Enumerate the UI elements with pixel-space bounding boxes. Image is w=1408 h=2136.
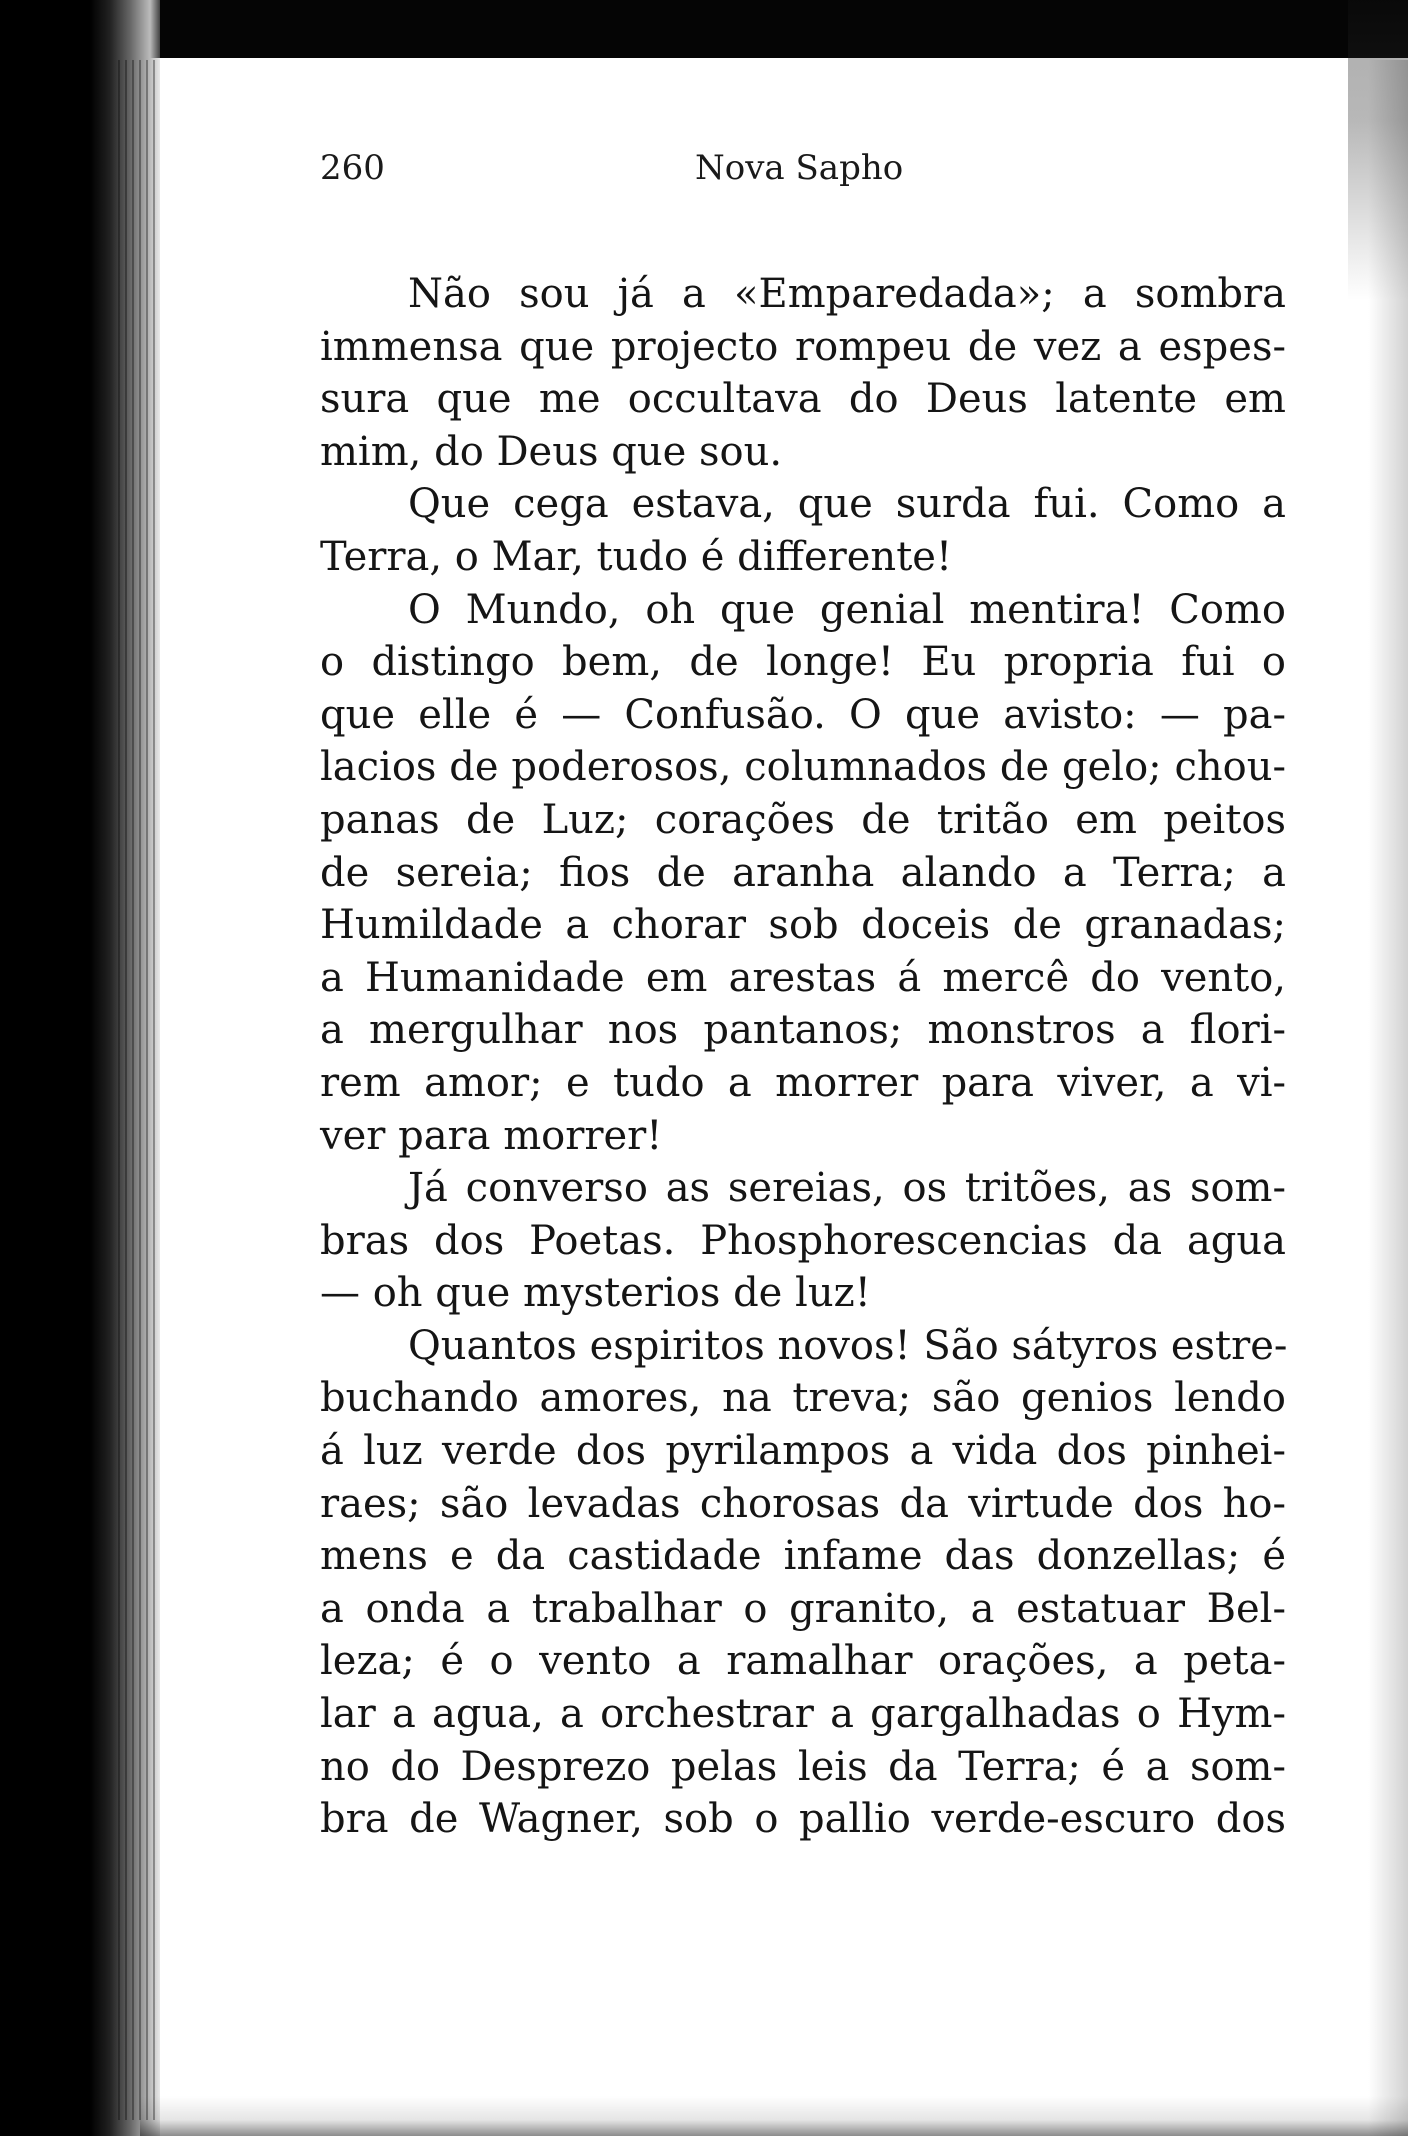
page-number: 260 <box>320 148 385 188</box>
text-line: Quantos espiritos novos! São sátyros estre- <box>408 1322 1288 1369</box>
text-line: O Mundo, oh que genial mentira! Como <box>408 586 1286 633</box>
text-line: a Humanidade em arestas á mercê do vento, <box>320 954 1286 1001</box>
text-line: á luz verde dos pyrilampos a vida dos pinhei- <box>320 1428 1286 1475</box>
paragraph <box>320 1162 1286 1320</box>
text-line: bra de Wagner, sob o pallio verde-escuro dos <box>320 1796 1286 1843</box>
text-line: raes; são levadas chorosas da virtude dos ho- <box>320 1480 1286 1527</box>
page-edge-lines <box>118 60 158 2120</box>
text-line: ver para morrer! <box>320 1112 663 1159</box>
text-line: Que cega estava, que surda fui. Como a <box>408 481 1286 528</box>
text-line: Humildade a chorar sob doceis de granadas; <box>320 902 1286 949</box>
text-line: lar a agua, a orchestrar a gargalhadas o Hym- <box>320 1691 1286 1738</box>
text-line: o distingo bem, de longe! Eu propria fui o <box>320 639 1286 686</box>
text-line: immensa que projecto rompeu de vez a espes- <box>320 323 1286 370</box>
text-line: a mergulhar nos pantanos; monstros a flori- <box>320 1007 1286 1054</box>
text-line: buchando amores, na treva; são genios lendo <box>320 1375 1286 1422</box>
body-text <box>320 268 1286 1846</box>
text-line: — oh que mysterios de luz! <box>320 1270 871 1317</box>
text-line: mens e da castidade infame das donzellas; é <box>320 1533 1286 1580</box>
text-line: lacios de poderosos, columnados de gelo; chou- <box>320 744 1286 791</box>
text-line: mim, do Deus que sou. <box>320 428 783 475</box>
text-line: Já converso as sereias, os tritões, as som- <box>408 1165 1286 1212</box>
text-line: panas de Luz; corações de tritão em peitos <box>320 796 1286 843</box>
text-line: no do Desprezo pelas leis da Terra; é a som- <box>320 1743 1286 1790</box>
text-line: leza; é o vento a ramalhar orações, a peta- <box>320 1638 1286 1685</box>
text-line: rem amor; e tudo a morrer para viver, a vi- <box>320 1059 1286 1106</box>
scan-right-shadow <box>1368 60 1408 2136</box>
paragraph <box>320 268 1286 478</box>
paragraph <box>320 584 1286 1163</box>
paragraph <box>320 478 1286 583</box>
text-line: Não sou já a «Emparedada»; a sombra <box>408 271 1286 317</box>
scan-bottom-shadow <box>140 2096 1408 2136</box>
text-line: Terra, o Mar, tudo é differente! <box>320 533 953 580</box>
paragraph <box>320 1320 1286 1846</box>
text-line: sura que me occultava do Deus latente em <box>320 376 1286 423</box>
text-line: de sereia; fios de aranha alando a Terra; a <box>320 849 1286 896</box>
scan-top-border <box>0 0 1408 58</box>
text-line: a onda a trabalhar o granito, a estatuar Bel- <box>320 1585 1286 1632</box>
book-page <box>320 148 1286 1846</box>
running-head <box>320 148 1286 208</box>
running-title: Nova Sapho <box>695 148 904 188</box>
text-line: bras dos Poetas. Phosphorescencias da agua <box>320 1217 1286 1264</box>
text-line: que elle é — Confusão. O que avisto: — pa- <box>320 691 1286 738</box>
